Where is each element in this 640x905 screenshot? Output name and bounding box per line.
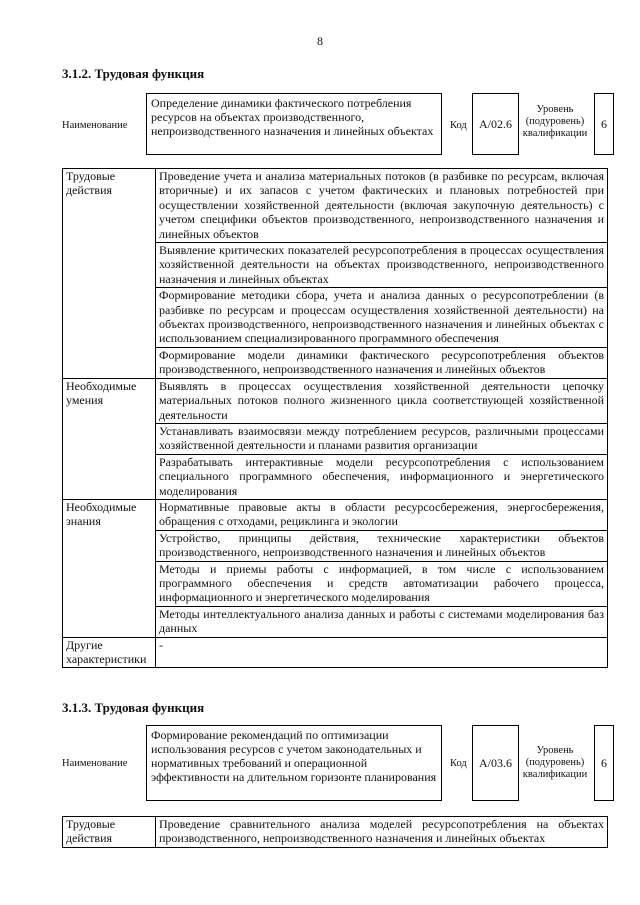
row-item: Проведение учета и анализа материальных потоков (в разбивке по ресурсам, включая вторичные) и их запасов с учетом фактических и плановых потребностей при осуществлении хозяйственной деятельности (включая закупочную деятельность) с учетом специфики объектов производственного, непроизводственного назначения и линейных объектов — [156, 169, 608, 243]
row-item: Формирование методики сбора, учета и анализа данных о ресурсопотреблении (в разбивке по ресурсам и процессам осуществления хозяйственной деятельности) на объектах производственного, непроизводственного назначения и линейных объектах с использованием специализированного программного обеспечения — [156, 288, 608, 348]
row-category: Трудовые действия — [63, 169, 156, 379]
function-code: А/03.6 — [472, 725, 519, 801]
table-row — [63, 637, 608, 668]
table-row — [63, 499, 608, 530]
code-label: Код — [450, 758, 467, 769]
function-name: Определение динамики фактического потребления ресурсов на объектах производственного, непроизводственного назначения и линейных объектах — [146, 93, 442, 155]
row-category: Другие характеристики — [63, 637, 156, 668]
section-title: 3.1.2. Трудовая функция — [62, 66, 205, 81]
row-category: Необходимые знания — [63, 499, 156, 637]
row-item: - — [156, 637, 608, 668]
row-item: Методы и приемы работы с информацией, в том числе с использованием программного обеспечения и средств автоматизации рабочего процесса, информационного и энергетического моделирования — [156, 561, 608, 606]
section-title: 3.1.3. Трудовая функция — [62, 700, 205, 715]
qualification-level: 6 — [594, 725, 614, 801]
function-header — [62, 92, 614, 170]
row-item: Разрабатывать интерактивные модели ресурсопотребления с использованием специального программного обеспечения, информационного и энергетического моделирования — [156, 454, 608, 499]
row-category: Необходимые умения — [63, 378, 156, 499]
table-row — [63, 169, 608, 243]
page-number: 8 — [317, 34, 323, 48]
row-item: Выявлять в процессах осуществления хозяйственной деятельности цепочку материальных потоков полного жизненного цикла соответствующей хозяйственной деятельности — [156, 378, 608, 423]
level-label: Уровень (подуровень) квалификации — [522, 104, 588, 139]
requirements-table — [62, 168, 608, 668]
function-name: Формирование рекомендаций по оптимизации использования ресурсов с учетом законодательных и нормативных требований и операционной эффективности на длительном горизонте планирования — [146, 725, 442, 801]
row-item: Устройство, принципы действия, технические характеристики объектов производственного, непроизводственного назначения и линейных объектов — [156, 530, 608, 561]
function-header — [62, 725, 614, 803]
code-label: Код — [450, 120, 467, 131]
qualification-level: 6 — [594, 93, 614, 155]
row-item: Проведение сравнительного анализа моделей ресурсопотребления на объектах производственного, непроизводственного назначения и линейных объектах — [156, 817, 608, 848]
row-item: Формирование модели динамики фактического ресурсопотребления объектов производственного, непроизводственного назначения и линейных объектов — [156, 347, 608, 378]
table-row — [63, 378, 608, 423]
row-item: Методы интеллектуального анализа данных и работы с системами моделирования баз данных — [156, 606, 608, 637]
name-label: Наименование — [62, 120, 128, 131]
row-item: Устанавливать взаимосвязи между потреблением ресурсов, различными процессами хозяйственной деятельности и планами развития организации — [156, 423, 608, 454]
row-category: Трудовые действия — [63, 817, 156, 848]
level-label: Уровень (подуровень) квалификации — [522, 745, 588, 780]
function-code: А/02.6 — [472, 93, 519, 155]
row-item: Выявление критических показателей ресурсопотребления в процессах осуществления хозяйственной деятельности на объектах производственного, непроизводственного назначения и линейных объектах — [156, 243, 608, 288]
name-label: Наименование — [62, 758, 128, 769]
table-row — [63, 817, 608, 848]
row-item: Нормативные правовые акты в области ресурсосбережения, энергосбережения, обращения с отходами, рециклинга и экологии — [156, 499, 608, 530]
requirements-table — [62, 816, 608, 848]
